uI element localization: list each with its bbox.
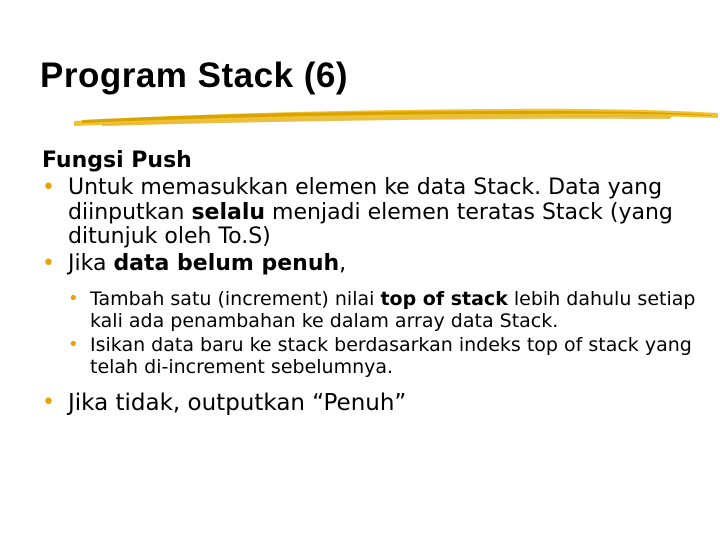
sub-bullet-icon: • [68, 288, 79, 309]
bullet-bold-text: data belum penuh [113, 250, 340, 276]
bullet-item [42, 252, 702, 379]
sub-bullet-text: Tambah satu (increment) nilai [90, 288, 381, 310]
bullet-list [42, 176, 702, 416]
sub-bullet-icon: • [68, 334, 79, 355]
sub-bullet-list [68, 288, 702, 378]
bullet-text: Jika [68, 250, 114, 276]
sub-bullet-item [68, 288, 702, 332]
bullet-text: Jika tidak, outputkan “Penuh” [68, 390, 407, 416]
bullet-item [42, 390, 702, 416]
bullet-text-after: menjadi elemen teratas Stack (yang ditunjuk oleh To.S) [68, 199, 673, 249]
section-heading: Fungsi Push [42, 148, 192, 173]
sub-bullet-item [68, 334, 702, 378]
slide-title: Program Stack (6) [40, 56, 349, 95]
bullet-icon: • [42, 390, 55, 415]
bullet-icon: • [42, 175, 55, 200]
bullet-icon: • [42, 250, 55, 276]
sub-bullet-text: Isikan data baru ke stack berdasarkan indeks top of stack yang telah di-increment sebelumnya. [90, 334, 692, 378]
slide-content [42, 148, 702, 418]
bullet-text-after: , [339, 250, 347, 276]
bullet-item [42, 176, 702, 250]
bullet-bold-text: selalu [191, 199, 266, 225]
bullet-text: Untuk memasukkan elemen ke data Stack. Data yang diinputkan [68, 175, 663, 225]
sub-bullet-bold-text: top of stack [380, 288, 508, 310]
title-underline [72, 104, 720, 130]
sub-bullet-text-after: lebih dahulu setiap kali ada penambahan ke dalam array data Stack. [90, 288, 696, 332]
